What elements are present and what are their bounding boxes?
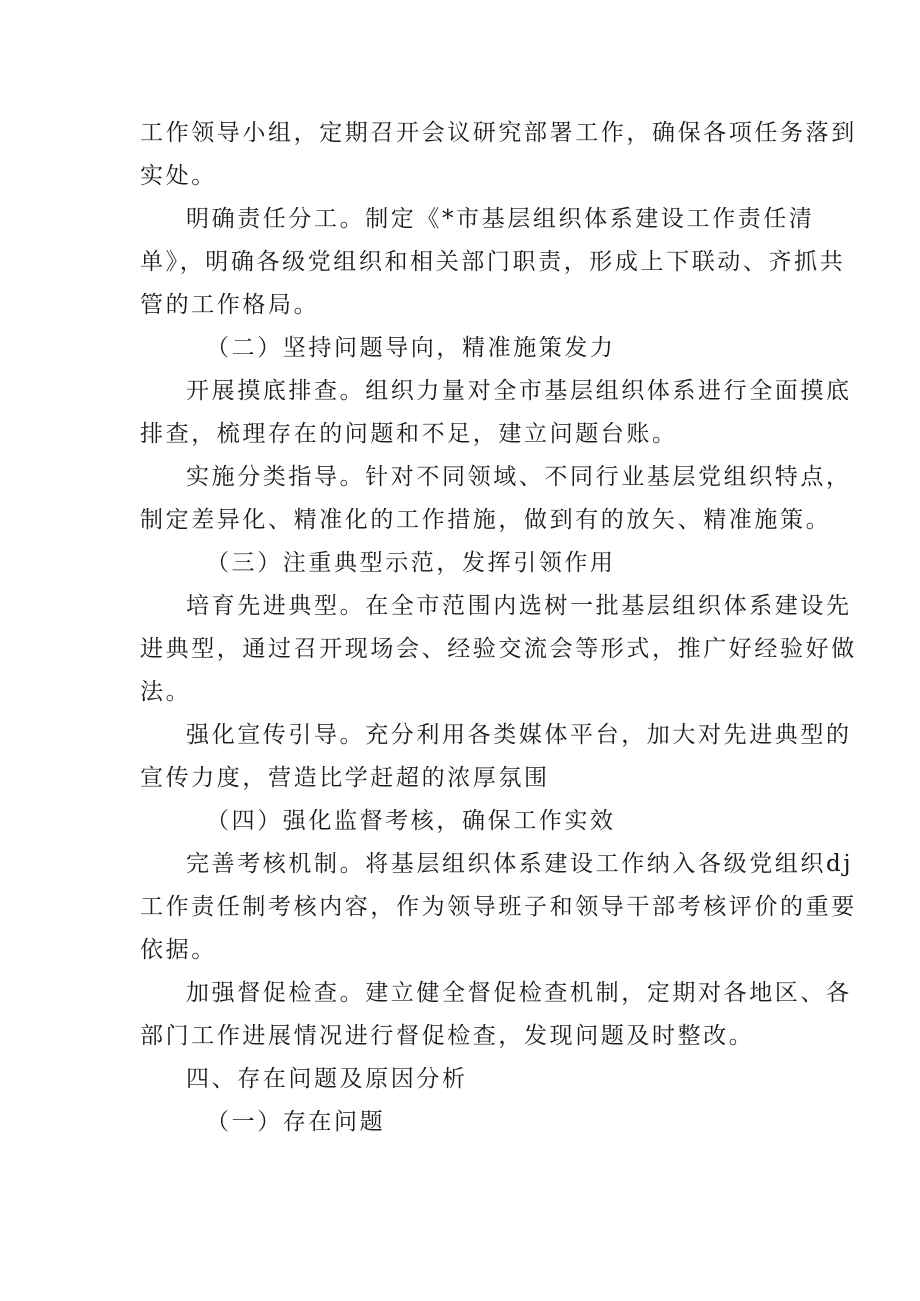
text-line: 工作领导小组，定期召开会议研究部署工作，确保各项任务落到 xyxy=(140,120,857,146)
text-line: 制定差异化、精准化的工作措施，做到有的放矢、精准施策。 xyxy=(140,507,832,533)
text-line: 实处。 xyxy=(140,163,217,189)
subsection-heading: （一）存在问题 xyxy=(206,1109,386,1135)
section-heading-3: （三）注重典型示范，发挥引领作用 xyxy=(206,550,616,576)
text-line: 单》，明确各级党组织和相关部门职责，形成上下联动、齐抓共 xyxy=(140,249,846,275)
paragraph-start-line: 开展摸底排查。组织力量对全市基层组织体系进行全面摸底 xyxy=(186,378,852,404)
chapter-heading: 四、存在问题及原因分析 xyxy=(186,1066,468,1092)
text-line: 工作责任制考核内容，作为领导班子和领导干部考核评价的重要 xyxy=(140,894,857,920)
paragraph-start-line: 加强督促检查。建立健全督促检查机制，定期对各地区、各 xyxy=(186,980,852,1006)
text-line: 排查，梳理存在的问题和不足，建立问题台账。 xyxy=(140,421,678,447)
text-line: 法。 xyxy=(140,679,192,705)
text-line: 依据。 xyxy=(140,937,217,963)
section-heading-2: （二）坚持问题导向，精准施策发力 xyxy=(206,335,616,361)
text-line: 管的工作格局。 xyxy=(140,292,320,318)
text-line: 宣传力度，营造比学赶超的浓厚氛围 xyxy=(140,765,550,791)
text-line: 部门工作进展情况进行督促检查，发现问题及时整改。 xyxy=(140,1023,755,1049)
paragraph-start-line: 实施分类指导。针对不同领域、不同行业基层党组织特点， xyxy=(186,464,852,490)
paragraph-start-line: 明确责任分工。制定《*市基层组织体系建设工作责任清 xyxy=(186,206,815,232)
section-heading-4: （四）强化监督考核，确保工作实效 xyxy=(206,808,616,834)
paragraph-start-line: 强化宣传引导。充分利用各类媒体平台，加大对先进典型的 xyxy=(186,722,852,748)
paragraph-start-line: 培育先进典型。在全市范围内选树一批基层组织体系建设先 xyxy=(186,593,852,619)
text-line: 进典型，通过召开现场会、经验交流会等形式，推广好经验好做 xyxy=(140,636,857,662)
paragraph-start-line: 完善考核机制。将基层组织体系建设工作纳入各级党组织dj xyxy=(186,851,854,877)
